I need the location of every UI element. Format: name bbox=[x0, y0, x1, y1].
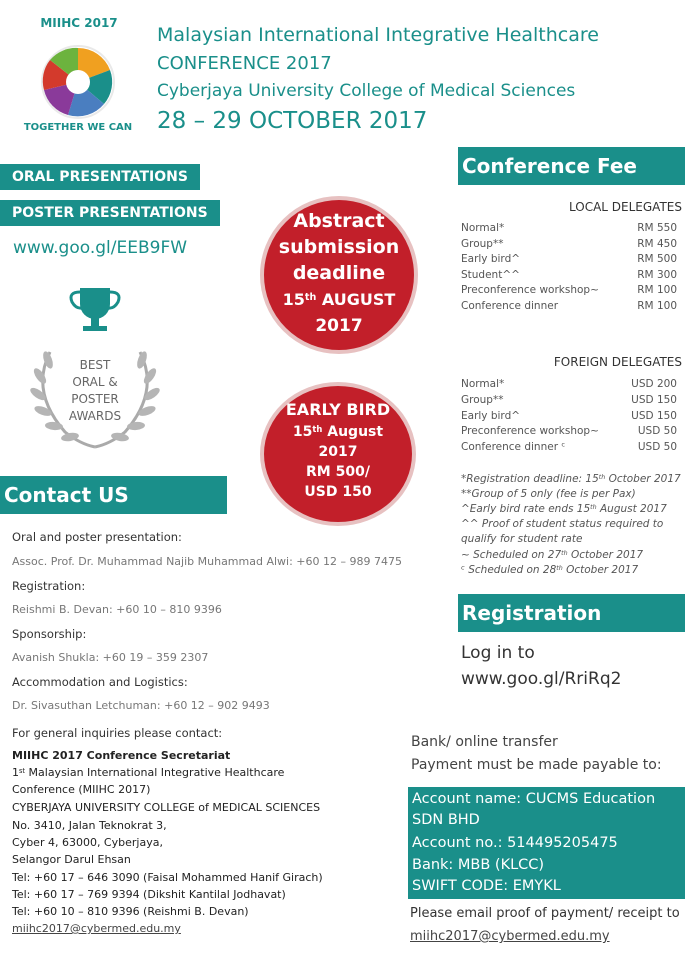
email-proof-label: Please email proof of payment/ receipt to bbox=[410, 906, 680, 921]
logo-bottom-text: TOGETHER WE CAN bbox=[23, 122, 133, 133]
contact-value-logistics: Dr. Sivasuthan Letchuman: +60 12 – 902 9493 bbox=[12, 699, 270, 712]
fee-row: Conference dinner RM 100 bbox=[461, 300, 677, 312]
fee-row: Early bird^ RM 500 bbox=[461, 253, 677, 265]
circle2-line-3: 2017 bbox=[318, 444, 358, 460]
registration-bar: Registration bbox=[458, 594, 685, 632]
circle2-line-5: USD 150 bbox=[304, 484, 372, 500]
note-workshop: ~ Scheduled on 27th October 2017 bbox=[461, 549, 644, 561]
secretariat-title: MIIHC 2017 Conference Secretariat bbox=[12, 749, 231, 762]
header-line-2: CONFERENCE 2017 bbox=[157, 53, 332, 74]
fee-row: Group** RM 450 bbox=[461, 238, 677, 250]
contact-label-logistics: Accommodation and Logistics: bbox=[12, 675, 188, 689]
contact-us-bar: Contact US bbox=[0, 476, 227, 514]
early-bird-badge bbox=[260, 382, 416, 526]
circle2-line-4: RM 500/ bbox=[306, 464, 370, 480]
award-line-1: BEST bbox=[79, 358, 111, 372]
fee-row: Preconference workshop~ USD 50 bbox=[461, 425, 677, 437]
header-line-3: Cyberjaya University College of Medical Sciences bbox=[157, 81, 576, 101]
oral-presentations-bar: ORAL PRESENTATIONS bbox=[0, 164, 200, 190]
circle1-line-5: 2017 bbox=[315, 316, 363, 336]
circle1-line-3: deadline bbox=[292, 262, 386, 284]
secretariat-tel-1: Tel: +60 17 – 646 3090 (Faisal Mohammed Hanif Girach) bbox=[12, 871, 323, 884]
abstract-url-link[interactable]: www.goo.gl/EEB9FW bbox=[13, 238, 188, 258]
award-line-2: ORAL & bbox=[72, 375, 118, 389]
secretariat-line-1: 1st Malaysian International Integrative Healthcare bbox=[12, 766, 285, 779]
payment-payable-label: Payment must be made payable to: bbox=[411, 757, 662, 773]
circle1-line-2: submission bbox=[278, 236, 400, 258]
contact-label-sponsorship: Sponsorship: bbox=[12, 627, 87, 641]
secretariat-line-3: CYBERJAYA UNIVERSITY COLLEGE of MEDICAL SCIENCES bbox=[12, 801, 321, 814]
local-delegates-heading: LOCAL DELEGATES bbox=[569, 200, 682, 214]
note-student-1: ^^ Proof of student status required to bbox=[461, 518, 664, 530]
fee-row: Conference dinner ᶜ USD 50 bbox=[461, 441, 677, 453]
secretariat-email-link[interactable]: miihc2017@cybermed.edu.my bbox=[12, 922, 181, 935]
note-group: **Group of 5 only (fee is per Pax) bbox=[461, 488, 636, 500]
abstract-deadline-badge bbox=[260, 196, 418, 354]
fee-row: Preconference workshop~ RM 100 bbox=[461, 284, 677, 296]
note-registration-deadline: *Registration deadline: 15th October 2017 bbox=[461, 473, 681, 485]
swift-code: SWIFT CODE: EMYKL bbox=[412, 878, 561, 894]
secretariat-line-6: Selangor Darul Ehsan bbox=[12, 853, 131, 866]
contact-value-registration: Reishmi B. Devan: +60 10 – 810 9396 bbox=[12, 603, 222, 616]
bank-name: Bank: MBB (KLCC) bbox=[412, 857, 545, 873]
foreign-delegates-heading: FOREIGN DELEGATES bbox=[553, 355, 682, 369]
payment-email-link[interactable]: miihc2017@cybermed.edu.my bbox=[410, 929, 610, 944]
fee-row: Normal* RM 550 bbox=[461, 222, 677, 234]
fee-row: Student^^ RM 300 bbox=[461, 269, 677, 281]
poster-presentations-bar: POSTER PRESENTATIONS bbox=[0, 200, 220, 226]
account-name-cont: SDN BHD bbox=[412, 812, 480, 828]
secretariat-line-5: Cyber 4, 63000, Cyberjaya, bbox=[12, 836, 163, 849]
registration-line-1: Log in to bbox=[461, 643, 535, 663]
contact-value-sponsorship: Avanish Shukla: +60 19 – 359 2307 bbox=[12, 651, 209, 664]
registration-url-link[interactable]: www.goo.gl/RriRq2 bbox=[461, 669, 622, 689]
miihc-logo bbox=[18, 14, 138, 144]
logo-top-text: MIIHC 2017 bbox=[40, 16, 118, 30]
bank-transfer-label: Bank/ online transfer bbox=[411, 734, 558, 750]
award-line-3: POSTER bbox=[71, 392, 119, 406]
general-inquiries-label: For general inquiries please contact: bbox=[12, 726, 223, 740]
fee-row: Group** USD 150 bbox=[461, 394, 677, 406]
account-name: Account name: CUCMS Education bbox=[412, 791, 656, 807]
conference-fee-bar: Conference Fee bbox=[458, 147, 685, 185]
header-line-1: Malaysian International Integrative Healthcare bbox=[157, 24, 599, 46]
account-number: Account no.: 514495205475 bbox=[412, 835, 618, 851]
circle2-line-1: EARLY BIRD bbox=[285, 400, 391, 419]
header-dates: 28 – 29 OCTOBER 2017 bbox=[157, 108, 428, 134]
note-early-bird: ^Early bird rate ends 15th August 2017 bbox=[461, 503, 667, 515]
note-dinner: ᶜ Scheduled on 28th October 2017 bbox=[461, 564, 639, 576]
contact-label-registration: Registration: bbox=[12, 579, 86, 593]
secretariat-tel-2: Tel: +60 17 – 769 9394 (Dikshit Kantilal Jodhavat) bbox=[12, 888, 286, 901]
circle1-line-4: 15th AUGUST bbox=[282, 290, 396, 309]
contact-label-oral: Oral and poster presentation: bbox=[12, 530, 182, 544]
fee-row: Early bird^ USD 150 bbox=[461, 410, 677, 422]
note-student-2: qualify for student rate bbox=[461, 533, 583, 545]
award-graphic bbox=[10, 282, 180, 457]
award-line-4: AWARDS bbox=[68, 409, 122, 423]
fee-row: Normal* USD 200 bbox=[461, 378, 677, 390]
secretariat-line-2: Conference (MIIHC 2017) bbox=[12, 783, 151, 796]
circle1-line-1: Abstract bbox=[293, 210, 385, 232]
contact-value-oral: Assoc. Prof. Dr. Muhammad Najib Muhammad Alwi: +60 12 – 989 7475 bbox=[12, 555, 402, 568]
circle2-line-2: 15th August bbox=[292, 423, 384, 440]
secretariat-tel-3: Tel: +60 10 – 810 9396 (Reishmi B. Devan) bbox=[12, 905, 249, 918]
secretariat-line-4: No. 3410, Jalan Teknokrat 3, bbox=[12, 819, 167, 832]
